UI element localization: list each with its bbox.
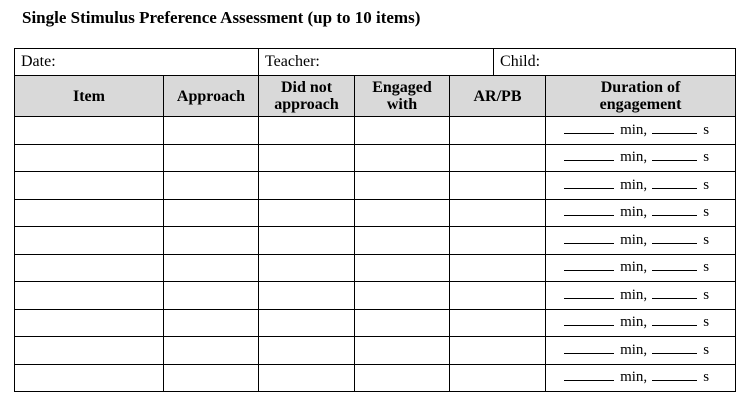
table-row [15,309,736,337]
teacher-label: Teacher: [265,53,320,70]
sec-label: s [703,231,710,248]
table-row [15,117,736,145]
minutes-blank[interactable] [564,188,614,189]
table-row [15,227,736,255]
arpb-cell[interactable] [450,254,546,282]
did-not-approach-cell[interactable] [259,337,355,365]
minutes-blank[interactable] [564,215,614,216]
table-row [15,254,736,282]
approach-cell[interactable] [164,364,259,392]
min-label: min, [620,314,648,331]
seconds-blank[interactable] [652,215,697,216]
engaged-with-cell[interactable] [355,117,450,145]
arpb-cell[interactable] [450,309,546,337]
seconds-blank[interactable] [652,160,697,161]
sec-label: s [703,369,710,386]
assessment-table [14,48,736,392]
seconds-blank[interactable] [652,353,697,354]
table-row [15,282,736,310]
table-row [15,172,736,200]
item-cell[interactable] [15,172,164,200]
did-not-approach-cell[interactable] [259,309,355,337]
duration-cell[interactable] [546,254,736,282]
engaged-with-header: Engaged with [355,76,450,117]
sec-label: s [703,121,710,138]
engaged-with-cell[interactable] [355,282,450,310]
minutes-blank[interactable] [564,160,614,161]
sec-label: s [703,176,710,193]
arpb-cell[interactable] [450,282,546,310]
arpb-cell[interactable] [450,227,546,255]
item-cell[interactable] [15,254,164,282]
table-row [15,364,736,392]
child-label: Child: [500,53,541,70]
table-row [15,144,736,172]
seconds-blank[interactable] [652,298,697,299]
minutes-blank[interactable] [564,325,614,326]
approach-cell[interactable] [164,172,259,200]
approach-cell[interactable] [164,199,259,227]
minutes-blank[interactable] [564,353,614,354]
arpb-cell[interactable] [450,144,546,172]
duration-cell[interactable] [546,282,736,310]
item-cell[interactable] [15,364,164,392]
item-cell[interactable] [15,337,164,365]
info-row [15,49,736,76]
seconds-blank[interactable] [652,380,697,381]
duration-cell[interactable] [546,364,736,392]
duration-cell[interactable] [546,199,736,227]
duration-header: Duration of engagement [546,76,736,117]
min-label: min, [620,176,648,193]
seconds-blank[interactable] [652,325,697,326]
engaged-with-cell[interactable] [355,199,450,227]
sec-label: s [703,259,710,276]
minutes-blank[interactable] [564,133,614,134]
approach-cell[interactable] [164,117,259,145]
sec-label: s [703,204,710,221]
item-cell[interactable] [15,309,164,337]
arpb-cell[interactable] [450,199,546,227]
arpb-cell[interactable] [450,364,546,392]
did-not-approach-cell[interactable] [259,199,355,227]
form-title: Single Stimulus Preference Assessment (up to 10 items) [22,8,421,27]
approach-cell[interactable] [164,337,259,365]
engaged-with-cell[interactable] [355,309,450,337]
min-label: min, [620,341,648,358]
approach-cell[interactable] [164,309,259,337]
approach-cell[interactable] [164,227,259,255]
duration-cell[interactable] [546,172,736,200]
engaged-with-cell[interactable] [355,364,450,392]
minutes-blank[interactable] [564,380,614,381]
engaged-with-cell[interactable] [355,144,450,172]
item-cell[interactable] [15,117,164,145]
engaged-with-cell[interactable] [355,227,450,255]
sec-label: s [703,286,710,303]
date-field[interactable] [15,49,259,76]
min-label: min, [620,259,648,276]
min-label: min, [620,286,648,303]
seconds-blank[interactable] [652,243,697,244]
minutes-blank[interactable] [564,270,614,271]
engaged-with-cell[interactable] [355,172,450,200]
duration-cell[interactable] [546,117,736,145]
did-not-approach-cell[interactable] [259,172,355,200]
teacher-field[interactable] [259,49,494,76]
did-not-approach-cell[interactable] [259,144,355,172]
sec-label: s [703,341,710,358]
duration-cell[interactable] [546,227,736,255]
sec-label: s [703,149,710,166]
arpb-cell[interactable] [450,117,546,145]
minutes-blank[interactable] [564,243,614,244]
min-label: min, [620,231,648,248]
seconds-blank[interactable] [652,188,697,189]
item-cell[interactable] [15,144,164,172]
did-not-approach-cell[interactable] [259,364,355,392]
minutes-blank[interactable] [564,298,614,299]
table-row [15,337,736,365]
arpb-cell[interactable] [450,337,546,365]
seconds-blank[interactable] [652,270,697,271]
arpb-header: AR/PB [450,76,546,117]
header-row [15,76,736,117]
did-not-approach-header: Did not approach [259,76,355,117]
table-row [15,199,736,227]
engaged-with-cell[interactable] [355,337,450,365]
min-label: min, [620,121,648,138]
item-cell[interactable] [15,282,164,310]
did-not-approach-cell[interactable] [259,254,355,282]
duration-cell[interactable] [546,309,736,337]
approach-cell[interactable] [164,144,259,172]
approach-cell[interactable] [164,282,259,310]
did-not-approach-cell[interactable] [259,282,355,310]
arpb-cell[interactable] [450,172,546,200]
did-not-approach-cell[interactable] [259,117,355,145]
item-cell[interactable] [15,227,164,255]
min-label: min, [620,149,648,166]
sec-label: s [703,314,710,331]
item-header: Item [15,76,164,117]
min-label: min, [620,369,648,386]
date-label: Date: [21,53,56,70]
engaged-with-cell[interactable] [355,254,450,282]
did-not-approach-cell[interactable] [259,227,355,255]
child-field[interactable] [494,49,736,76]
duration-cell[interactable] [546,337,736,365]
approach-cell[interactable] [164,254,259,282]
item-cell[interactable] [15,199,164,227]
min-label: min, [620,204,648,221]
approach-header: Approach [164,76,259,117]
seconds-blank[interactable] [652,133,697,134]
duration-cell[interactable] [546,144,736,172]
